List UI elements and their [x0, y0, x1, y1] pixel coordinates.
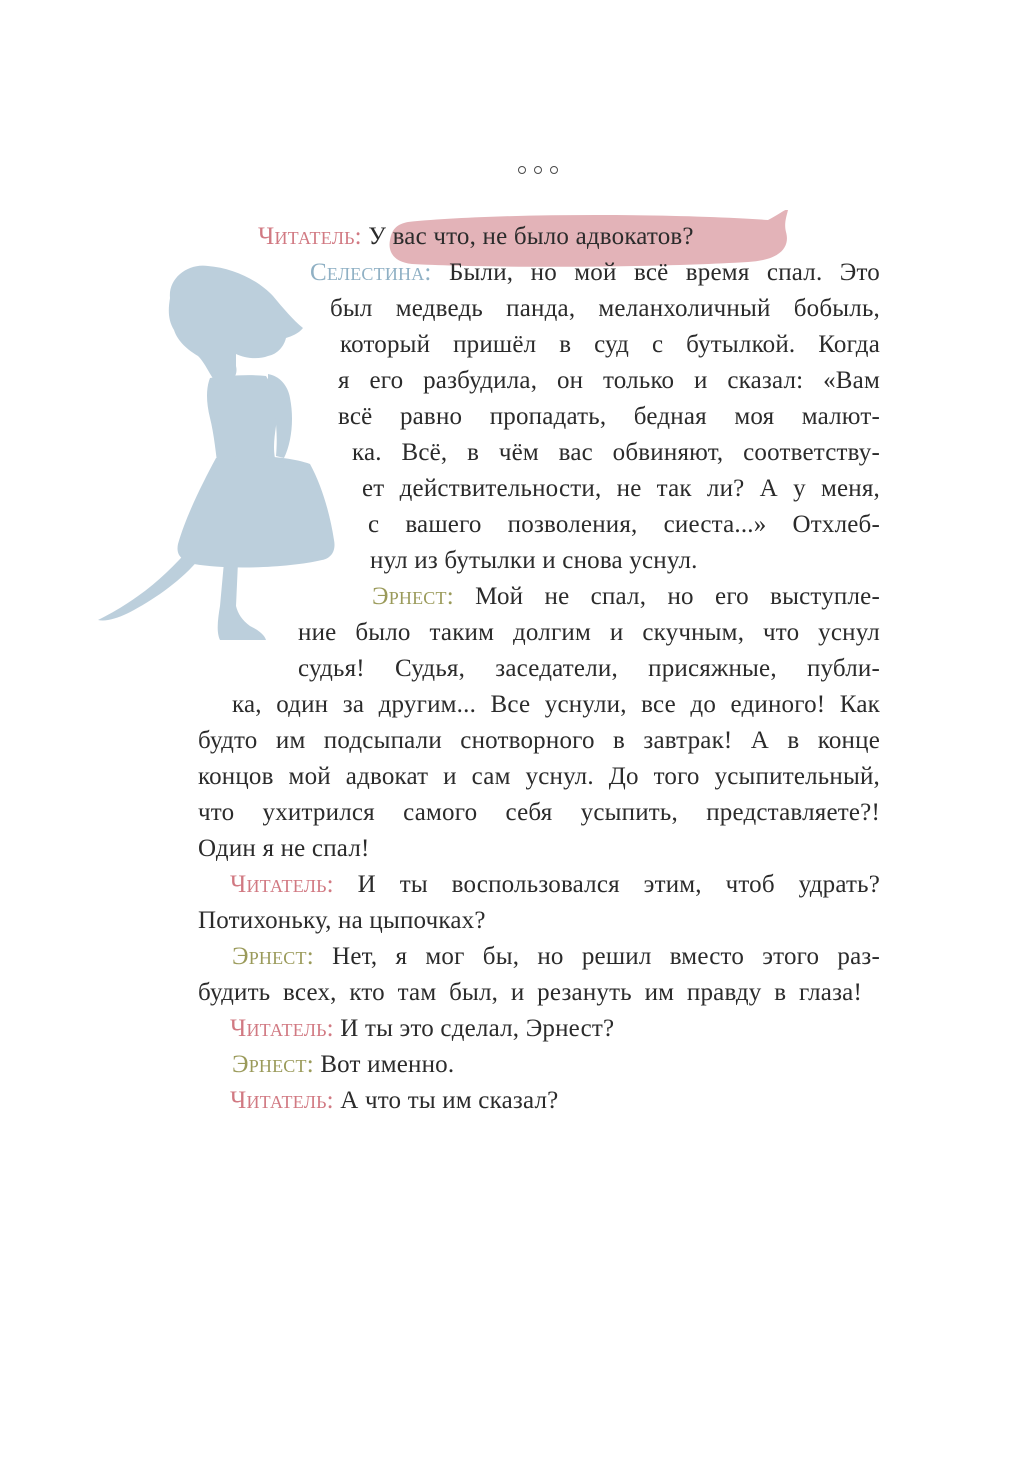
line-text: У вас что, не было адвокатов? [368, 223, 694, 250]
text-line: Один я не спал! [198, 835, 370, 862]
text-line: концов мой адвокат и сам уснул. До того усыпительный, [198, 763, 880, 790]
separator-dot [534, 166, 542, 174]
text-line: ка, один за другим... Все уснули, все до единого! Как [232, 691, 880, 718]
dialogue-line [230, 1086, 558, 1116]
separator-dot [550, 166, 558, 174]
text-line: ет действительности, не так ли? А у меня, [362, 475, 880, 502]
line-text: А что ты им сказал? [340, 1087, 559, 1114]
speaker-reader: Читатель: [230, 871, 334, 898]
text-line: будто им подсыпали снотворного в завтрак! А в конце [198, 727, 880, 754]
speaker-ernest: Эрнест: [232, 943, 314, 970]
text-line: был медведь панда, меланхоличный бобыль, [330, 295, 880, 322]
speaker-ernest: Эрнест: [232, 1051, 314, 1078]
dialogue-line [232, 1050, 454, 1080]
text-line: что ухитрился самого себя усыпить, представляете?! [198, 799, 880, 826]
line-text: Были, но мой всё время спал. Это [448, 259, 881, 286]
text-line: всё равно пропадать, бедная моя малют- [338, 403, 880, 430]
dialogue-line [232, 942, 880, 972]
dialogue-line [230, 870, 880, 900]
text-line: Потихоньку, на цыпочках? [198, 907, 486, 934]
separator-dot [518, 166, 526, 174]
dialogue-line [372, 582, 880, 612]
dialogue-line [310, 258, 880, 288]
text-line: ние было таким долгим и скучным, что уснул [298, 619, 880, 646]
line-text: Вот именно. [320, 1051, 455, 1078]
text-line: судья! Судья, заседатели, присяжные, публи- [298, 655, 880, 682]
line-text: Мой не спал, но его выступле- [475, 583, 880, 610]
speaker-reader: Читатель: [258, 223, 362, 250]
speaker-reader: Читатель: [230, 1087, 334, 1114]
text-line: нул из бутылки и снова уснул. [370, 547, 698, 574]
speaker-celestina: Селестина: [310, 259, 432, 286]
line-text: Нет, я мог бы, но решил вместо этого раз- [332, 943, 880, 970]
section-separator [518, 166, 558, 174]
girl-mouse-silhouette-icon [98, 258, 358, 648]
dialogue-line [258, 222, 694, 252]
text-line: который пришёл в суд с бутылкой. Когда [340, 331, 880, 358]
text-line: с вашего позволения, сиеста...» Отхлеб- [368, 511, 880, 538]
text-line: ка. Всё, в чём вас обвиняют, соответству- [352, 439, 880, 466]
speaker-ernest: Эрнест: [372, 583, 454, 610]
text-line: будить всех, кто там был, и резануть им правду в глаза! [198, 979, 862, 1006]
line-text: И ты воспользовался этим, чтоб удрать? [357, 871, 880, 898]
line-text: И ты это сделал, Эрнест? [340, 1015, 615, 1042]
dialogue-line [230, 1014, 614, 1044]
speaker-reader: Читатель: [230, 1015, 334, 1042]
text-line: я его разбудила, он только и сказал: «Вам [338, 367, 880, 394]
